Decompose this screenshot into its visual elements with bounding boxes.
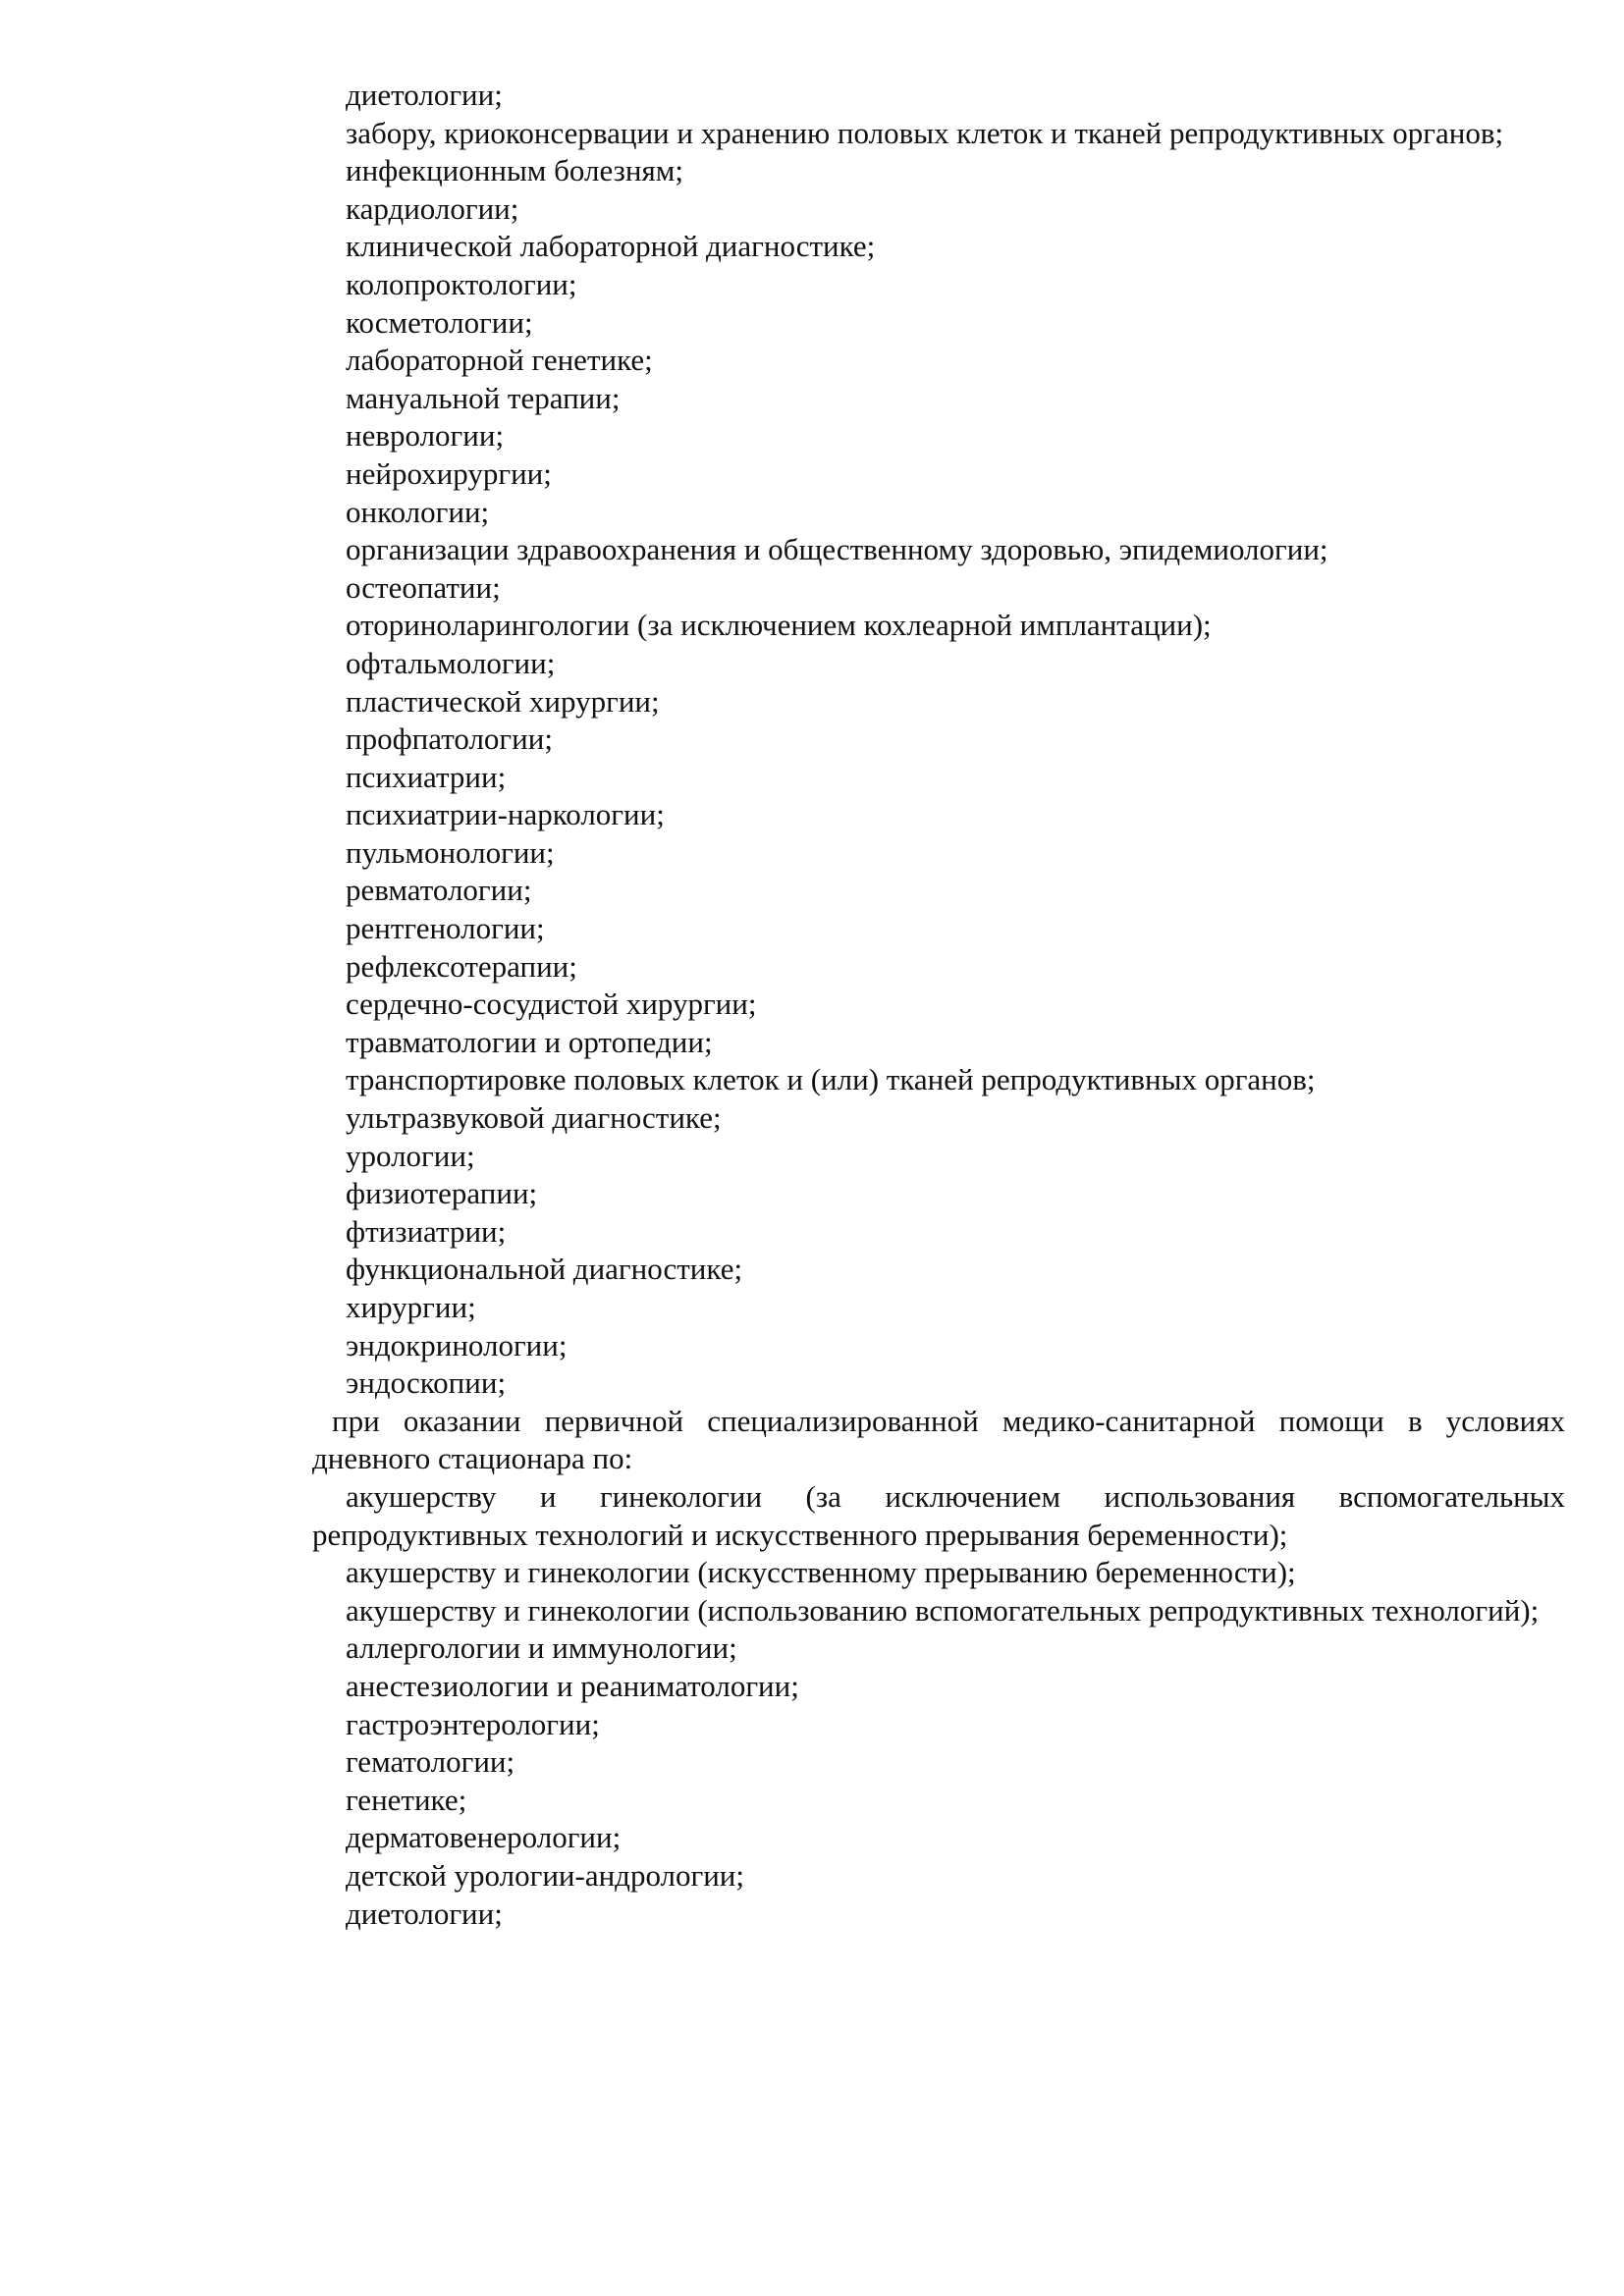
list-item: акушерству и гинекологии (за исключением использования вспомогательных репродуктивных технологий и искусственного прерывания беременности); [312, 1478, 1565, 1552]
section-intro-paragraph: при оказании первичной специализированной медико-санитарной помощи в условиях дневного стационара по: [312, 1403, 1565, 1476]
list-item: рентгенологии; [346, 911, 545, 946]
list-item: ультразвуковой диагностике; [346, 1100, 722, 1136]
list-item: кардиологии; [346, 190, 519, 226]
list-item: фтизиатрии; [346, 1213, 507, 1249]
list-item: детской урологии-андрологии; [346, 1857, 745, 1893]
list-item: лабораторной генетике; [346, 343, 653, 378]
list-item: оториноларингологии (за исключением кохлеарной имплантации); [346, 608, 1212, 643]
list-item: эндокринологии; [346, 1327, 568, 1362]
list-item: психиатрии-наркологии; [346, 797, 665, 832]
list-item: гастроэнтерологии; [346, 1706, 600, 1741]
list-item: ревматологии; [346, 873, 532, 908]
list-item: пластической хирургии; [346, 683, 660, 719]
list-item: гематологии; [346, 1744, 515, 1780]
list-item: генетике; [346, 1782, 467, 1817]
list-item: акушерству и гинекологии (искусственному прерыванию беременности); [346, 1555, 1296, 1590]
list-item: транспортировке половых клеток и (или) тканей репродуктивных органов; [346, 1062, 1316, 1097]
list-item: офтальмологии; [346, 645, 556, 680]
list-item: клинической лабораторной диагностике; [346, 229, 876, 264]
list-item: организации здравоохранения и общественному здоровью, эпидемиологии; [346, 532, 1328, 567]
list-item: травматологии и ортопедии; [346, 1024, 713, 1059]
list-item: мануальной терапии; [346, 380, 621, 415]
list-item: забору, криоконсервации и хранению половых клеток и тканей репродуктивных органов; [346, 115, 1504, 150]
list-item: онкологии; [346, 494, 490, 529]
list-item: диетологии; [346, 78, 503, 112]
list-item: эндоскопии; [346, 1365, 507, 1401]
list-item: физиотерапии; [346, 1176, 538, 1211]
list-item: колопроктологии; [346, 266, 577, 301]
list-item: диетологии; [346, 1896, 503, 1931]
list-item: анестезиологии и реаниматологии; [346, 1668, 799, 1703]
list-item: дерматовенерологии; [346, 1820, 622, 1855]
list-item: остеопатии; [346, 569, 501, 605]
list-item: профпатологии; [346, 721, 553, 757]
list-item: аллергологии и иммунологии; [346, 1630, 737, 1666]
list-item: косметологии; [346, 304, 533, 340]
list-item: нейрохирургии; [346, 455, 552, 491]
list-item: функциональной диагностике; [346, 1252, 743, 1287]
list-item: психиатрии; [346, 759, 507, 794]
list-item: сердечно-сосудистой хирургии; [346, 987, 757, 1022]
list-item: акушерству и гинекологии (использованию вспомогательных репродуктивных технологий); [346, 1592, 1540, 1628]
list-item: урологии; [346, 1138, 475, 1173]
list-item: хирургии; [346, 1290, 476, 1324]
list-item: пульмонологии; [346, 834, 555, 870]
list-item: рефлексотерапии; [346, 948, 577, 984]
document-page [312, 77, 1565, 1933]
list-item: неврологии; [346, 418, 505, 454]
list-item: инфекционным болезням; [346, 153, 683, 188]
